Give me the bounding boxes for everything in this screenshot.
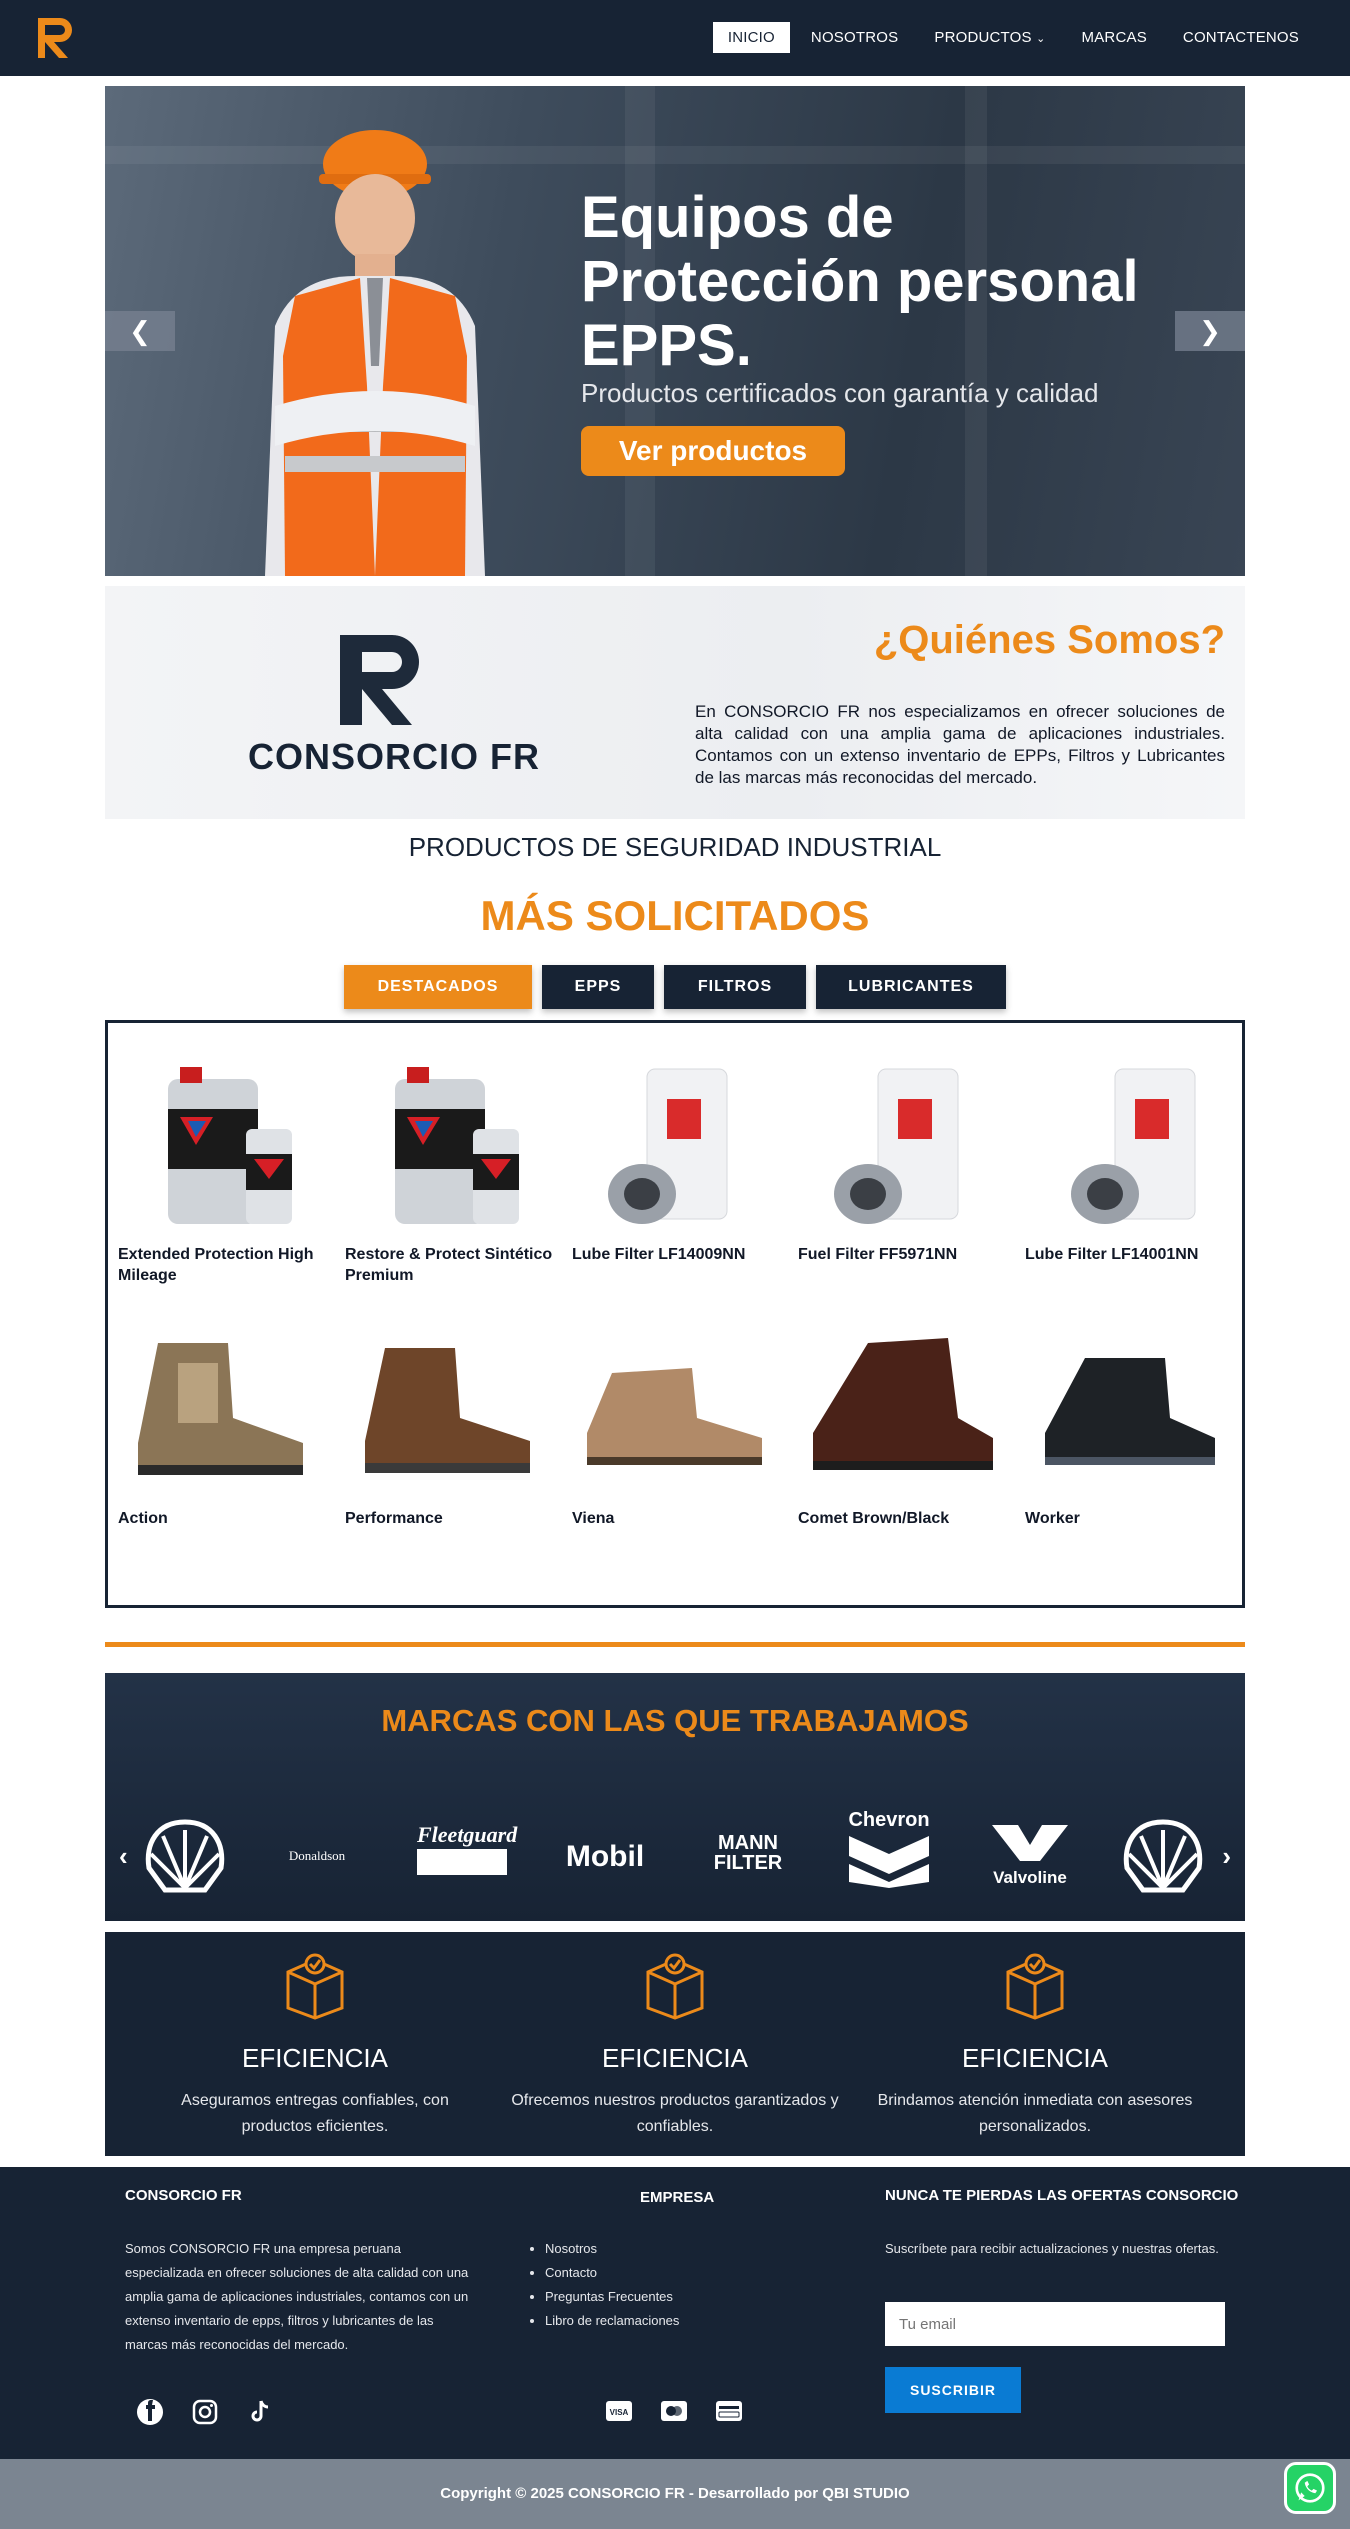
product-name: Lube Filter LF14009NN [572,1246,746,1263]
nav-productos[interactable] [919,22,1060,53]
footer-link-nosotros[interactable]: • Nosotros [545,2237,679,2261]
brands-section [105,1673,1245,1921]
nav-productos-label: PRODUCTOS [934,29,1032,46]
site-footer [0,2167,1350,2459]
product-image-filter [572,1059,772,1229]
nav-marcas[interactable]: MARCAS [1081,29,1147,46]
facebook-icon[interactable] [135,2397,165,2427]
feature-title: EFICIENCIA [602,2043,748,2073]
product-image-boot [345,1323,545,1493]
tiktok-icon[interactable] [245,2397,275,2427]
product-image-boot [572,1323,772,1493]
product-name: Action [118,1510,168,1527]
hero-subtitle: Productos certificados con garantía y calidad [581,378,1099,408]
footer-link-faq[interactable]: • Preguntas Frecuentes [545,2285,679,2309]
footer-link-contacto[interactable]: • Contacto [545,2261,679,2285]
footer-link-reclamaciones[interactable]: • Libro de reclamaciones [545,2309,679,2333]
mastercard-icon [661,2401,687,2421]
product-image-oil [345,1059,545,1229]
nav-inicio[interactable]: INICIO [713,22,790,53]
features-section [105,1932,1245,2156]
feature-title: EFICIENCIA [962,2043,1108,2073]
nav-contactenos[interactable]: CONTACTENOS [1182,29,1299,46]
arrow-right-icon[interactable]: › [1222,1841,1231,1871]
product-name: Lube Filter LF14001NN [1025,1246,1199,1263]
box-check-icon [280,1950,350,2020]
product-name: Performance [345,1510,443,1527]
arrow-left-icon[interactable]: ‹ [119,1841,128,1871]
shell-icon [143,1818,227,1894]
product-card[interactable] [572,1323,782,1529]
product-image-boot [118,1323,318,1493]
brand-mann-filter: MANN FILTER [713,1832,783,1874]
product-image-filter [1025,1059,1225,1229]
feature-card [865,1950,1205,2140]
feature-title: EFICIENCIA [242,2043,388,2073]
products-title: MÁS SOLICITADOS [480,892,870,939]
product-image-boot [1025,1323,1225,1493]
fr-logo-large [335,630,445,730]
product-image-boot [798,1323,998,1493]
product-card[interactable] [572,1059,782,1265]
arrow-right-icon[interactable]: ❯ [1175,311,1245,351]
feature-text: Ofrecemos nuestros productos garantizados y confiables. [511,2092,839,2135]
card-icon [716,2401,742,2421]
arrow-left-icon[interactable]: ❮ [105,311,175,351]
brand-fleetguard: Fleetguard [417,1821,507,1875]
product-name: Restore & Protect Sintético Premium [345,1246,553,1284]
about-section [105,586,1245,819]
products-subtitle: PRODUCTOS DE SEGURIDAD INDUSTRIAL [408,832,942,862]
nav-nosotros[interactable]: NOSOTROS [810,29,899,46]
product-card[interactable] [345,1059,555,1286]
product-card[interactable] [118,1059,328,1286]
tab-destacados[interactable]: DESTACADOS [344,965,532,1009]
copyright-bar: Copyright © 2025 CONSORCIO FR - Desarrollado por QBI STUDIO [0,2459,1350,2529]
product-card[interactable] [118,1323,328,1529]
about-text: En CONSORCIO FR nos especializamos en ofrecer soluciones de alta calidad con una amplia gama de aplicaciones industriales. Contamos con un extenso inventario de EPPs, Filtros y Lubricantes de las marcas más reconocidas del mercado. [695,702,1225,787]
worker-image [255,126,495,576]
product-image-oil [118,1059,318,1229]
main-nav [713,22,1314,53]
footer-col1-title: CONSORCIO FR [125,2187,242,2204]
svg-text:VISA: VISA [609,2408,629,2417]
whatsapp-icon[interactable] [1284,2462,1336,2514]
shell-icon [1121,1818,1205,1894]
product-name: Extended Protection High Mileage [118,1246,314,1284]
chevron-down-icon: ⌄ [1036,33,1046,45]
product-name: Fuel Filter FF5971NN [798,1246,958,1263]
product-card[interactable] [798,1323,1008,1529]
product-grid [105,1020,1245,1608]
hero-title: Equipos de Protección personal EPPS. [581,185,1139,378]
footer-col1-text: Somos CONSORCIO FR una empresa peruana especializada en ofrecer soluciones de alta calidad con una amplia gama de aplicaciones industriales, contamos con un extenso inventario de epps, filtros y lubricantes de las marcas más reconocidas del mercado. [125,2241,469,2352]
orange-divider [105,1642,1245,1647]
product-card[interactable] [798,1059,1008,1265]
tab-filtros[interactable]: FILTROS [664,965,806,1009]
product-name: Viena [572,1510,615,1527]
footer-col3-text: Suscríbete para recibir actualizaciones y nuestras ofertas. [885,2241,1219,2256]
box-check-icon [640,1950,710,2020]
subscribe-button[interactable]: SUSCRIBIR [885,2367,1021,2413]
product-card[interactable] [1025,1059,1235,1265]
brands-title: MARCAS CON LAS QUE TRABAJAMOS [381,1703,969,1738]
email-input[interactable] [885,2302,1225,2346]
fr-logo[interactable] [34,14,86,62]
footer-col2-title: EMPRESA [640,2189,715,2206]
product-card[interactable] [345,1323,555,1529]
box-check-icon [1000,1950,1070,2020]
chevron-logo-icon [847,1832,931,1888]
product-tabs [0,965,1350,1009]
valvoline-logo-icon [990,1823,1070,1863]
feature-text: Brindamos atención inmediata con asesores personalizados. [877,2092,1193,2135]
feature-card [505,1950,845,2140]
hero-slider [105,86,1245,576]
instagram-icon[interactable] [190,2397,220,2427]
site-header [0,0,1350,76]
brand-valvoline [975,1823,1085,1888]
brand-mobil: Mobil [565,1840,645,1873]
footer-col3-title: NUNCA TE PIERDAS LAS OFERTAS CONSORCIO [885,2187,1239,2204]
tab-lubricantes[interactable]: LUBRICANTES [816,965,1006,1009]
brand-valvoline-label: Valvoline [993,1868,1067,1887]
product-image-filter [798,1059,998,1229]
ver-productos-button[interactable]: Ver productos [581,426,845,476]
product-name: Comet Brown/Black [798,1510,950,1527]
about-brand-name: CONSORCIO FR [247,736,540,777]
brand-chevron-label: Chevron [848,1809,930,1831]
feature-card [145,1950,485,2140]
brand-chevron [839,1809,939,1894]
visa-icon [606,2401,632,2421]
feature-text: Aseguramos entregas confiables, con productos eficientes. [181,2092,449,2135]
product-card[interactable] [1025,1323,1235,1529]
footer-links [527,2237,679,2333]
product-name: Worker [1025,1510,1080,1527]
about-title: ¿Quiénes Somos? [873,618,1225,662]
tab-epps[interactable]: EPPS [542,965,654,1009]
brand-donaldson: Donaldson [288,1848,346,1863]
